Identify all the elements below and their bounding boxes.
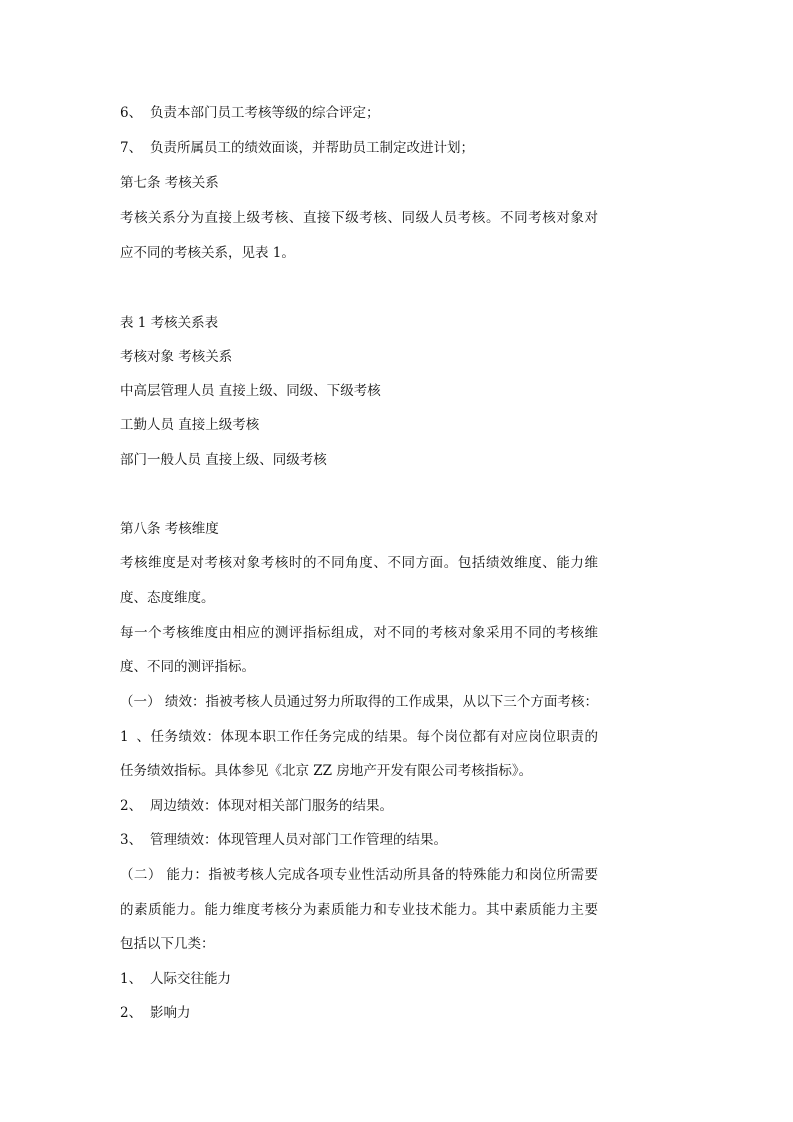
item-text: 人际交往能力 <box>150 971 231 987</box>
item-number: 6、 <box>120 105 143 121</box>
table-row: 部门一般人员 直接上级、同级考核 <box>120 452 327 468</box>
paragraph-line: 每一个考核维度由相应的测评指标组成，对不同的考核对象采用不同的考核维 <box>120 625 598 641</box>
item-number: 1、 <box>120 971 143 987</box>
item-text: 负责所属员工的绩效面谈，并帮助员工制定改进计划； <box>150 140 474 156</box>
item-text: 负责本部门员工考核等级的综合评定； <box>150 105 380 121</box>
item-number: 7、 <box>120 140 143 156</box>
paragraph-line: （二） 能力：指被考核人完成各项专业性活动所具备的特殊能力和岗位所需要 <box>120 867 598 883</box>
list-item <box>120 969 231 989</box>
list-item <box>120 796 393 816</box>
table-row: 工勤人员 直接上级考核 <box>120 417 260 433</box>
table-header-row: 考核对象 考核关系 <box>120 349 233 365</box>
list-item <box>120 830 447 850</box>
section-heading: 第八条 考核维度 <box>120 521 219 537</box>
paragraph-line: 的素质能力。能力维度考核分为素质能力和专业技术能力。其中素质能力主要 <box>120 902 598 918</box>
paragraph-line: 度、不同的测评指标。 <box>120 659 255 675</box>
list-item <box>120 138 474 158</box>
paragraph-line: （一） 绩效：指被考核人员通过努力所取得的工作成果，从以下三个方面考核： <box>120 694 598 710</box>
item-text: 任务绩效：体现本职工作任务完成的结果。每个岗位都有对应岗位职责的 <box>150 729 598 745</box>
item-number: 2、 <box>120 798 143 814</box>
paragraph-line: 考核关系分为直接上级考核、直接下级考核、同级人员考核。不同考核对象对 <box>120 210 598 226</box>
table-caption: 表 1 考核关系表 <box>120 315 219 331</box>
list-item <box>120 103 380 123</box>
section-heading: 第七条 考核关系 <box>120 175 219 191</box>
paragraph-line: 考核维度是对考核对象考核时的不同角度、不同方面。包括绩效维度、能力维 <box>120 555 598 571</box>
item-number: 1、 <box>120 729 150 745</box>
list-item <box>120 1003 191 1023</box>
item-text: 影响力 <box>150 1005 191 1021</box>
list-item <box>120 727 598 747</box>
paragraph-line: 包括以下几类： <box>120 936 215 952</box>
paragraph-line: 度、态度维度。 <box>120 590 215 606</box>
paragraph-line: 应不同的考核关系，见表 1。 <box>120 245 295 261</box>
item-text: 管理绩效：体现管理人员对部门工作管理的结果。 <box>150 832 447 848</box>
table-row: 中高层管理人员 直接上级、同级、下级考核 <box>120 383 381 399</box>
item-text: 周边绩效：体现对相关部门服务的结果。 <box>150 798 393 814</box>
paragraph-line: 任务绩效指标。具体参见《北京 ZZ 房地产开发有限公司考核指标》。 <box>120 763 533 779</box>
item-number: 2、 <box>120 1005 143 1021</box>
item-number: 3、 <box>120 832 143 848</box>
